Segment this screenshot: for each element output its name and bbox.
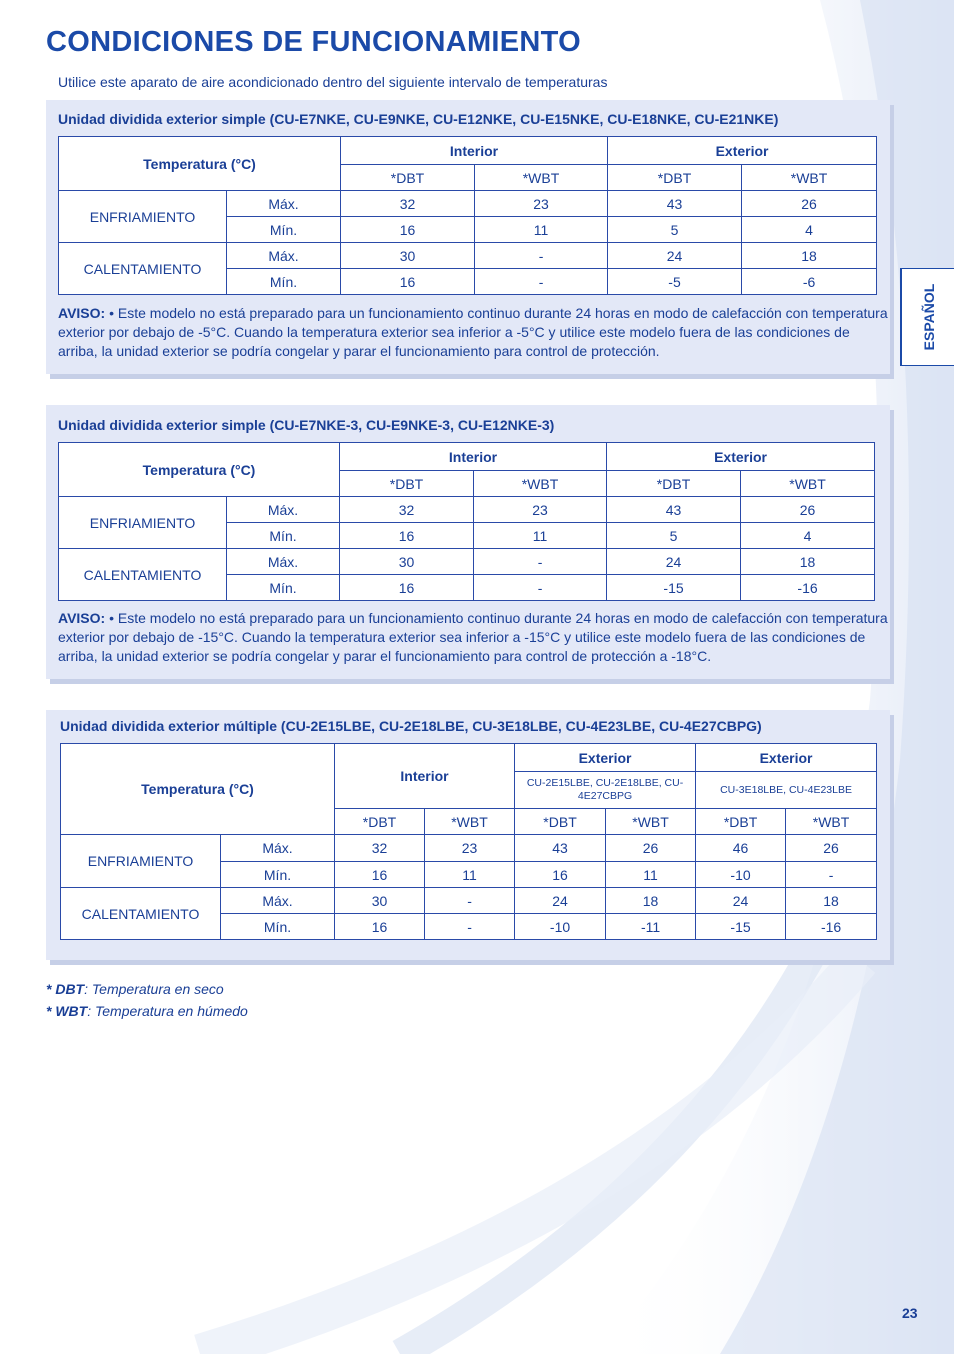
cooling-label: ENFRIAMIENTO xyxy=(59,191,227,243)
exterior-header: Exterior xyxy=(515,744,696,772)
temperature-table xyxy=(58,136,877,295)
min-label: Mín. xyxy=(227,269,341,295)
table-cell: 11 xyxy=(475,217,608,243)
panel-single-split-3 xyxy=(46,405,890,679)
temperature-header: Temperatura (°C) xyxy=(59,443,340,497)
wbt-footnote-text: : Temperatura en húmedo xyxy=(87,1003,248,1019)
table-cell: 16 xyxy=(515,862,606,888)
wbt-header: *WBT xyxy=(606,809,696,835)
table-cell: 18 xyxy=(742,243,877,269)
wbt-footnote xyxy=(46,1000,248,1022)
table-cell: - xyxy=(475,243,608,269)
table-cell: 43 xyxy=(608,191,742,217)
table-cell: 32 xyxy=(340,497,474,523)
table-cell: 18 xyxy=(606,888,696,914)
aviso-label: AVISO: xyxy=(58,305,106,321)
page-number: 23 xyxy=(902,1305,918,1321)
table-cell: - xyxy=(786,862,877,888)
table-cell: 43 xyxy=(515,835,606,862)
table-cell: 23 xyxy=(474,497,607,523)
table-cell: 4 xyxy=(741,523,875,549)
table-cell: 11 xyxy=(425,862,515,888)
dbt-header: *DBT xyxy=(696,809,786,835)
min-label: Mín. xyxy=(227,523,340,549)
table-cell: 30 xyxy=(341,243,475,269)
table-cell: 32 xyxy=(335,835,425,862)
wbt-header: *WBT xyxy=(474,471,607,497)
table-cell: 23 xyxy=(425,835,515,862)
wbt-header: *WBT xyxy=(786,809,877,835)
table-cell: 30 xyxy=(335,888,425,914)
table-cell: 32 xyxy=(341,191,475,217)
table-cell: 16 xyxy=(335,862,425,888)
table-cell: 24 xyxy=(608,243,742,269)
panel-multi-split xyxy=(46,710,890,960)
heating-label: CALENTAMIENTO xyxy=(59,549,227,601)
table-cell: 16 xyxy=(340,523,474,549)
max-label: Máx. xyxy=(227,497,340,523)
dbt-footnote-label: * DBT xyxy=(46,981,85,997)
dbt-header: *DBT xyxy=(515,809,606,835)
exterior-models: CU-3E18LBE, CU-4E23LBE xyxy=(696,772,877,809)
table-cell: 26 xyxy=(786,835,877,862)
table-cell: -15 xyxy=(607,575,741,601)
temperature-table xyxy=(60,743,877,940)
table-cell: -5 xyxy=(608,269,742,295)
heating-label: CALENTAMIENTO xyxy=(59,243,227,295)
aviso-text: • Este modelo no está preparado para un funcionamiento continuo durante 24 horas en modo de calefacción con temperatura exterior por debajo de -15°C. Cuando la temperatura exterior sea inferior a -15°C y utilice este modelo fuera de las condiciones de arriba, la unidad exterior se podría congelar y parar el funcionamiento para control de protección a -18°C. xyxy=(58,610,888,664)
wbt-header: *WBT xyxy=(741,471,875,497)
table-cell: -11 xyxy=(606,914,696,940)
table-cell: -10 xyxy=(515,914,606,940)
table-cell: - xyxy=(425,888,515,914)
table-cell: 11 xyxy=(606,862,696,888)
table-cell: 30 xyxy=(340,549,474,575)
table-cell: -10 xyxy=(696,862,786,888)
aviso-note xyxy=(58,304,888,361)
wbt-header: *WBT xyxy=(475,165,608,191)
dbt-footnote xyxy=(46,978,248,1000)
table-cell: 46 xyxy=(696,835,786,862)
temperature-table xyxy=(58,442,875,601)
interior-header: Interior xyxy=(341,137,608,165)
table-cell: - xyxy=(474,575,607,601)
max-label: Máx. xyxy=(227,243,341,269)
panel-title: Unidad dividida exterior simple (CU-E7NKE-3, CU-E9NKE-3, CU-E12NKE-3) xyxy=(58,417,555,433)
max-label: Máx. xyxy=(227,191,341,217)
panel-title: Unidad dividida exterior simple (CU-E7NKE, CU-E9NKE, CU-E12NKE, CU-E15NKE, CU-E18NKE, CU-E21NKE) xyxy=(58,111,779,127)
wbt-header: *WBT xyxy=(425,809,515,835)
footnotes xyxy=(46,978,248,1022)
language-tab xyxy=(900,268,954,366)
interior-header: Interior xyxy=(340,443,607,471)
table-cell: 16 xyxy=(341,269,475,295)
table-cell: -16 xyxy=(786,914,877,940)
table-cell: -15 xyxy=(696,914,786,940)
cooling-label: ENFRIAMIENTO xyxy=(59,497,227,549)
table-cell: 11 xyxy=(474,523,607,549)
table-cell: 24 xyxy=(696,888,786,914)
aviso-text: • Este modelo no está preparado para un funcionamiento continuo durante 24 horas en modo de calefacción con temperatura exterior por debajo de -5°C. Cuando la temperatura exterior sea inferior a -5°C y utilice este modelo fuera de las condiciones de arriba, la unidad exterior se podría congelar y parar el funcionamiento para control de protección. xyxy=(58,305,888,359)
table-cell: 4 xyxy=(742,217,877,243)
panel-single-split xyxy=(46,100,890,374)
max-label: Máx. xyxy=(221,835,335,862)
aviso-label: AVISO: xyxy=(58,610,106,626)
table-cell: - xyxy=(475,269,608,295)
table-cell: 26 xyxy=(606,835,696,862)
heating-label: CALENTAMIENTO xyxy=(61,888,221,940)
max-label: Máx. xyxy=(227,549,340,575)
table-cell: 16 xyxy=(340,575,474,601)
dbt-header: *DBT xyxy=(608,165,742,191)
table-cell: -16 xyxy=(741,575,875,601)
min-label: Mín. xyxy=(227,217,341,243)
table-cell: 24 xyxy=(515,888,606,914)
temperature-header: Temperatura (°C) xyxy=(61,744,335,835)
intro-text: Utilice este aparato de aire acondicionado dentro del siguiente intervalo de temperaturas xyxy=(58,74,608,90)
table-cell: 18 xyxy=(741,549,875,575)
aviso-note xyxy=(58,609,888,666)
panel-title: Unidad dividida exterior múltiple (CU-2E15LBE, CU-2E18LBE, CU-3E18LBE, CU-4E23LBE, CU-4E27CBPG) xyxy=(60,718,762,734)
language-tab-label: ESPAÑOL xyxy=(921,283,937,351)
table-cell: 24 xyxy=(607,549,741,575)
exterior-header: Exterior xyxy=(696,744,877,772)
min-label: Mín. xyxy=(221,914,335,940)
dbt-header: *DBT xyxy=(335,809,425,835)
table-cell: 23 xyxy=(475,191,608,217)
table-cell: 26 xyxy=(742,191,877,217)
interior-header: Interior xyxy=(335,744,515,809)
exterior-header: Exterior xyxy=(608,137,877,165)
temperature-header: Temperatura (°C) xyxy=(59,137,341,191)
table-cell: 43 xyxy=(607,497,741,523)
cooling-label: ENFRIAMIENTO xyxy=(61,835,221,888)
exterior-header: Exterior xyxy=(607,443,875,471)
table-cell: 5 xyxy=(608,217,742,243)
min-label: Mín. xyxy=(221,862,335,888)
exterior-models: CU-2E15LBE, CU-2E18LBE, CU-4E27CBPG xyxy=(515,772,696,809)
min-label: Mín. xyxy=(227,575,340,601)
dbt-header: *DBT xyxy=(607,471,741,497)
wbt-footnote-label: * WBT xyxy=(46,1003,88,1019)
page-title: CONDICIONES DE FUNCIONAMIENTO xyxy=(46,26,582,58)
max-label: Máx. xyxy=(221,888,335,914)
dbt-header: *DBT xyxy=(341,165,475,191)
table-cell: 16 xyxy=(335,914,425,940)
dbt-footnote-text: : Temperatura en seco xyxy=(84,981,224,997)
dbt-header: *DBT xyxy=(340,471,474,497)
table-cell: -6 xyxy=(742,269,877,295)
table-cell: - xyxy=(474,549,607,575)
table-cell: - xyxy=(425,914,515,940)
table-cell: 18 xyxy=(786,888,877,914)
wbt-header: *WBT xyxy=(742,165,877,191)
table-cell: 5 xyxy=(607,523,741,549)
table-cell: 16 xyxy=(341,217,475,243)
table-cell: 26 xyxy=(741,497,875,523)
